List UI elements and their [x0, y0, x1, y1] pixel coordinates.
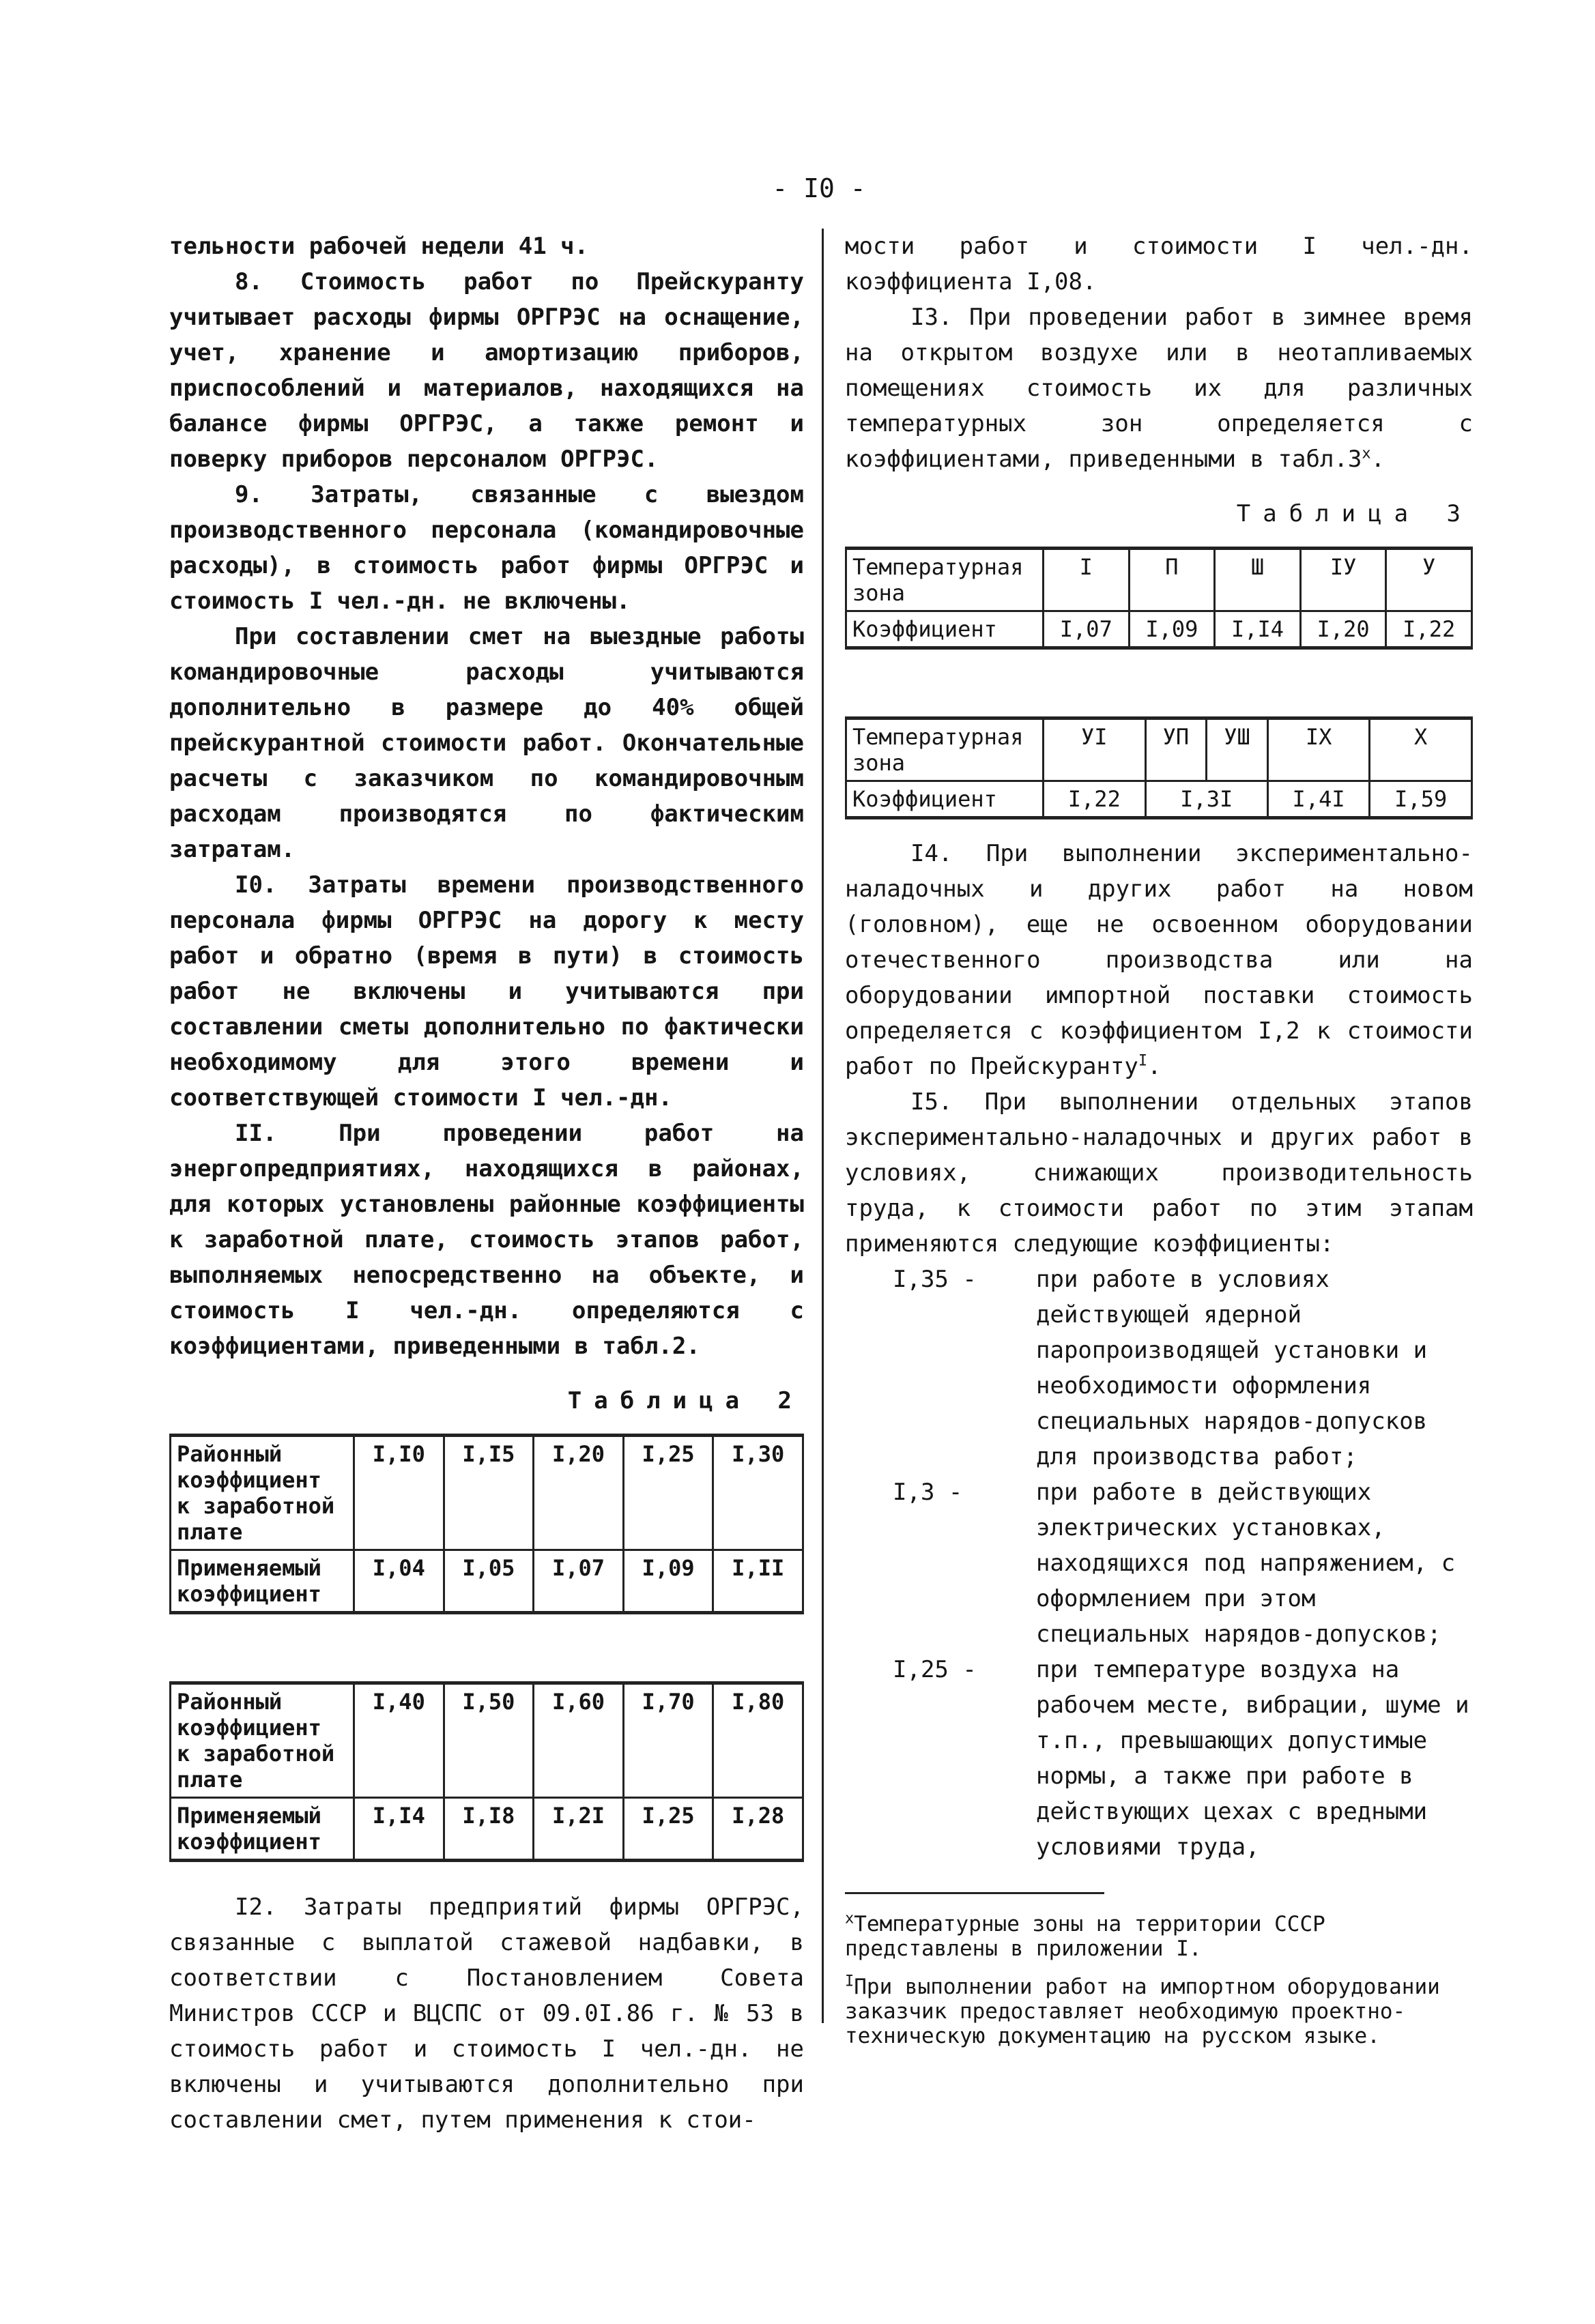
table-cell: IУ	[1300, 549, 1386, 611]
paragraph-14	[845, 836, 1473, 1084]
table-cell: I,70	[623, 1683, 713, 1798]
table-3-caption: Таблица 3	[1236, 500, 1473, 527]
table-cell: I,20	[534, 1436, 624, 1550]
footnote-x-reference: x	[1362, 445, 1371, 463]
table-gap	[169, 1618, 804, 1673]
footnote-text: Температурные зоны на территории СССР представлены в приложении I.	[845, 1912, 1325, 1961]
coefficient-value: I,35 -	[893, 1266, 977, 1293]
paragraph-13-end: .	[1370, 446, 1385, 473]
table-cell: I,4I	[1267, 781, 1370, 818]
table-cell-label: Применяемый коэффициент	[171, 1550, 354, 1613]
table-cell: УП	[1145, 718, 1207, 781]
coefficient-value: I,25 -	[893, 1656, 977, 1683]
paragraph-13-text: I3. При проведении работ в зимнее время на открытом воздухе или в неотапливаемых помещениях стоимость их для различных температурных зон определяется с коэффициентами, приведенными в табл.3	[845, 304, 1473, 473]
paragraph-13	[845, 300, 1473, 477]
paragraph-9-travel-expenses: При составлении смет на выездные работы командировочные расходы учитываются дополнительно в размере до 40% общей прейскурантной стоимости работ. Окончательные расчеты с заказчиком по командировочным расходам производятся по фактическим затратам.	[169, 623, 804, 863]
table-cell: I,60	[534, 1683, 624, 1798]
table-cell: I,I8	[444, 1798, 534, 1861]
table-cell: УШ	[1207, 718, 1268, 781]
page-number: - I0 -	[772, 173, 866, 203]
table-row	[171, 1798, 803, 1861]
paragraph-11: II. При проведении работ на энергопредприятиях, находящихся в районах, для которых установлены районные коэффициенты к заработной плате, стоимость этапов работ, выполняемых непосредственно на объекте, и стоимость I чел.-дн. определяются с коэффициентами, приведенными в табл.2.	[169, 1120, 804, 1360]
table-cell: I,40	[354, 1683, 444, 1798]
table-cell-label: Применяемый коэффициент	[171, 1798, 354, 1861]
coefficient-description: при работе в действующих электрических установках, находящихся под напряжением, с оформлением при этом специальных нарядов-допусков;	[1036, 1479, 1456, 1648]
right-column	[845, 229, 1473, 2062]
paragraph-12: I2. Затраты предприятий фирмы ОРГРЭС, связанные с выплатой стажевой надбавки, в соответствии с Постановлением Совета Министров СССР и ВЦСПС от 09.0I.86 г. № 53 в стоимость работ и стоимость I чел.-дн. не включены и учитываются дополнительно при составлении смет, путем применения к стои-	[169, 1893, 804, 2134]
coefficient-list	[893, 1262, 1473, 1865]
table-cell: I,09	[1129, 611, 1215, 648]
table-cell: I,I5	[444, 1436, 534, 1550]
list-item	[893, 1262, 1473, 1475]
table-cell: I,07	[1044, 611, 1130, 648]
coefficient-value: I,3 -	[893, 1479, 963, 1506]
table-cell: I,50	[444, 1683, 534, 1798]
table-cell: I,25	[623, 1436, 713, 1550]
table-cell: I,22	[1044, 781, 1146, 818]
table-cell-label: Районный коэффициент к заработной плате	[171, 1683, 354, 1798]
left-column	[169, 229, 804, 2138]
table-cell-merged: I,3I	[1145, 781, 1267, 818]
table-cell: I,04	[354, 1550, 444, 1613]
table-cell: I,09	[623, 1550, 713, 1613]
footnote-mark: x	[845, 1910, 854, 1928]
table-3-part-2	[845, 716, 1473, 819]
paragraph-continuation: тельности рабочей недели 41 ч.	[169, 233, 589, 260]
paragraph-10: I0. Затраты времени производственного персонала фирмы ОРГРЭС на дорогу к месту работ и обратно (время в пути) в стоимость работ не включены и учитываются при составлении сметы дополнительно по фактически необходимому для этого времени и соответствующей стоимости I чел.-дн.	[169, 871, 804, 1112]
list-item	[893, 1475, 1473, 1652]
table-3-part-1	[845, 547, 1473, 650]
paragraph-14-end: .	[1147, 1053, 1162, 1080]
table-cell: I,2I	[534, 1798, 624, 1861]
table-cell: I,II	[713, 1550, 803, 1613]
table-cell: I,I4	[354, 1798, 444, 1861]
table-row	[171, 1436, 803, 1550]
table-cell-label: Температурная зона	[846, 718, 1044, 781]
table-cell: I,07	[534, 1550, 624, 1613]
table-cell: П	[1129, 549, 1215, 611]
table-cell: I,22	[1386, 611, 1472, 648]
coefficient-description: при температуре воздуха на рабочем месте, вибрации, шуме и т.п., превышающих допустимые нормы, а также при работе в действующих цехах с вредными условиями труда,	[1036, 1656, 1469, 1861]
table-row	[171, 1550, 803, 1613]
table-cell: I,20	[1300, 611, 1386, 648]
table-cell: X	[1370, 718, 1472, 781]
column-divider	[822, 229, 824, 2023]
table-2-part-2	[169, 1681, 804, 1862]
table-cell: УI	[1044, 718, 1146, 781]
paragraph-9: 9. Затраты, связанные с выездом производственного персонала (командировочные расходы), в стоимость работ фирмы ОРГРЭС и стоимость I чел.-дн. не включены.	[169, 481, 804, 615]
footnote-mark: I	[845, 1973, 854, 1990]
table-row	[846, 611, 1472, 648]
table-cell: I,05	[444, 1550, 534, 1613]
table-cell: I,30	[713, 1436, 803, 1550]
footnote-i	[845, 1975, 1473, 2048]
footnote-x	[845, 1912, 1473, 1961]
table-cell: IX	[1267, 718, 1370, 781]
table-cell: I,28	[713, 1798, 803, 1861]
table-cell: I,59	[1370, 781, 1472, 818]
table-row	[846, 549, 1472, 611]
table-cell-label: Температурная зона	[846, 549, 1044, 611]
table-cell: I,I0	[354, 1436, 444, 1550]
table-cell: I,I4	[1215, 611, 1301, 648]
table-cell-label: Районный коэффициент к заработной плате	[171, 1436, 354, 1550]
table-row	[171, 1683, 803, 1798]
table-cell-label: Коэффициент	[846, 781, 1044, 818]
paragraph-15: I5. При выполнении отдельных этапов экспериментально-наладочных и других работ в условиях, снижающих производительность труда, к стоимости работ по этим этапам применяются следующие коэффициенты:	[845, 1088, 1473, 1258]
table-row	[846, 718, 1472, 781]
paragraph-8: 8. Стоимость работ по Прейскуранту учитывает расходы фирмы ОРГРЭС на оснащение, учет, хранение и амортизацию приборов, приспособлений и материалов, находящихся на балансе фирмы ОРГРЭС, а также ремонт и поверку приборов персоналом ОРГРЭС.	[169, 268, 804, 473]
table-2-caption: Таблица 2	[567, 1387, 804, 1414]
table-cell: Ш	[1215, 549, 1301, 611]
table-2-part-1	[169, 1434, 804, 1614]
paragraph-14-text: I4. При выполнении экспериментально-наладочных и других работ на новом (головном), еще не освоенном оборудовании отечественного производства или на оборудовании импортной поставки стоимость определяется с коэффициентом I,2 к стоимости работ по Прейскуранту	[845, 840, 1473, 1080]
table-row	[846, 781, 1472, 818]
coefficient-description: при работе в условиях действующей ядерной паропроизводящей установки и необходимости оформления специальных нарядов-допусков для производства работ;	[1036, 1266, 1428, 1470]
paragraph-continuation: мости работ и стоимости I чел.-дн. коэффициента I,08.	[845, 233, 1473, 295]
table-cell: У	[1386, 549, 1472, 611]
footnote-i-reference: I	[1138, 1052, 1148, 1070]
table-cell: I	[1044, 549, 1130, 611]
list-item	[893, 1652, 1473, 1865]
footnote-text: При выполнении работ на импортном оборудовании заказчик предоставляет необходимую проектно-техническую документацию на русском языке.	[845, 1975, 1440, 2048]
table-cell: I,25	[623, 1798, 713, 1861]
table-gap	[845, 654, 1473, 708]
table-cell: I,80	[713, 1683, 803, 1798]
table-cell-label: Коэффициент	[846, 611, 1044, 648]
footnote-rule	[845, 1892, 1104, 1894]
